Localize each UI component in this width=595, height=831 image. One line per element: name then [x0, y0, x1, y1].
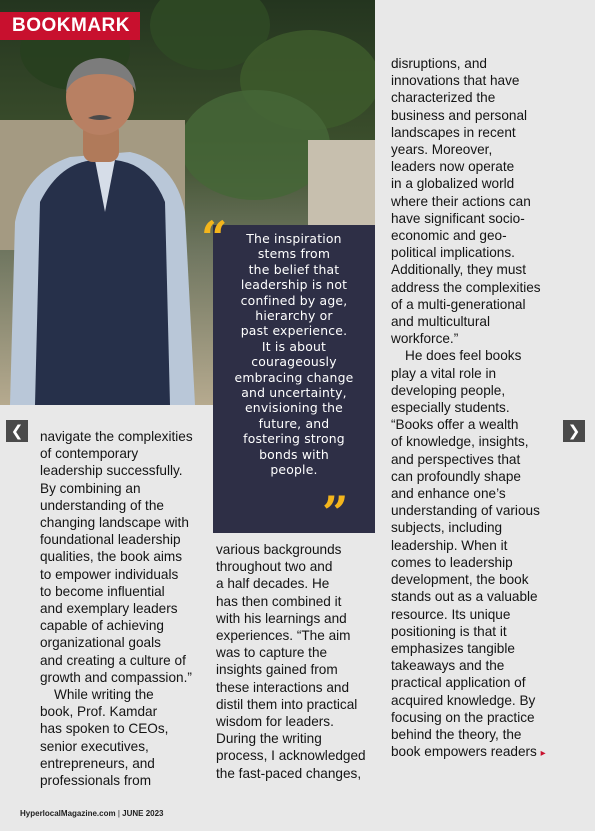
paragraph: navigate the complexities of contemporary leadership successfully. By combining an understanding of the changing landscape with foundational leadership qualities, the book aims to empower individuals to become influential and exemplary leaders capable of achieving organizational goals and creating a culture of growth and compassion.”: [40, 429, 193, 685]
chevron-left-icon: ❮: [10, 422, 24, 440]
footer-site: HyperlocalMagazine.com: [20, 809, 116, 818]
next-page-button[interactable]: [563, 420, 585, 442]
chevron-right-icon: ❯: [567, 422, 581, 440]
footer-separator: |: [115, 809, 123, 818]
article-column-1: [40, 428, 212, 789]
person-illustration: [0, 52, 200, 405]
section-badge: BOOKMARK: [0, 12, 140, 40]
paragraph-text: He does feel books play a vital role in developing people, especially students. “Books offer a wealth of knowledge, insights, and perspectives that can profoundly shape and enhance one’s understanding of various subjects, including leadership. When it comes to leadership development, the book stands out as a valuable resource. Its unique positioning is that it emphasizes tangible takeaways and the practical application of acquired knowledge. By focusing on the practice behind the theory, the book empowers readers: [391, 348, 540, 760]
footer-issue: JUNE 2023: [122, 809, 164, 818]
continue-arrow-icon: ▸: [540, 748, 546, 760]
page-footer: [20, 809, 163, 818]
paragraph: [391, 347, 551, 762]
article-column-3: [391, 55, 551, 762]
close-quote-icon: ”: [322, 486, 349, 540]
paragraph: While writing the book, Prof. Kamdar has spoken to CEOs, senior executives, entrepreneurs, and professionals from: [40, 687, 169, 789]
previous-page-button[interactable]: [6, 420, 28, 442]
paragraph: disruptions, and innovations that have characterized the business and personal landscapes in recent years. Moreover, leaders now operate in a globalized world where their actions can have significant socio- economic and geo- political implications. Additionally, they must address the complexities of a multi-generational and multicultural workforce.”: [391, 56, 541, 347]
article-column-2: [216, 541, 376, 782]
pull-quote-text: The inspiration stems from the belief that leadership is not confined by age, hierarchy or past experience. It is about courageously embracing change and uncertainty, envisioning the future, and fostering strong bonds with people.: [234, 231, 354, 478]
open-quote-icon: “: [201, 211, 228, 265]
paragraph: various backgrounds throughout two and a half decades. He has then combined it with his learnings and experiences. “The aim was to capture the insights gained from these interactions and distil them into practical wisdom for leaders. During the writing process, I acknowledged the fast-paced changes,: [216, 542, 366, 781]
